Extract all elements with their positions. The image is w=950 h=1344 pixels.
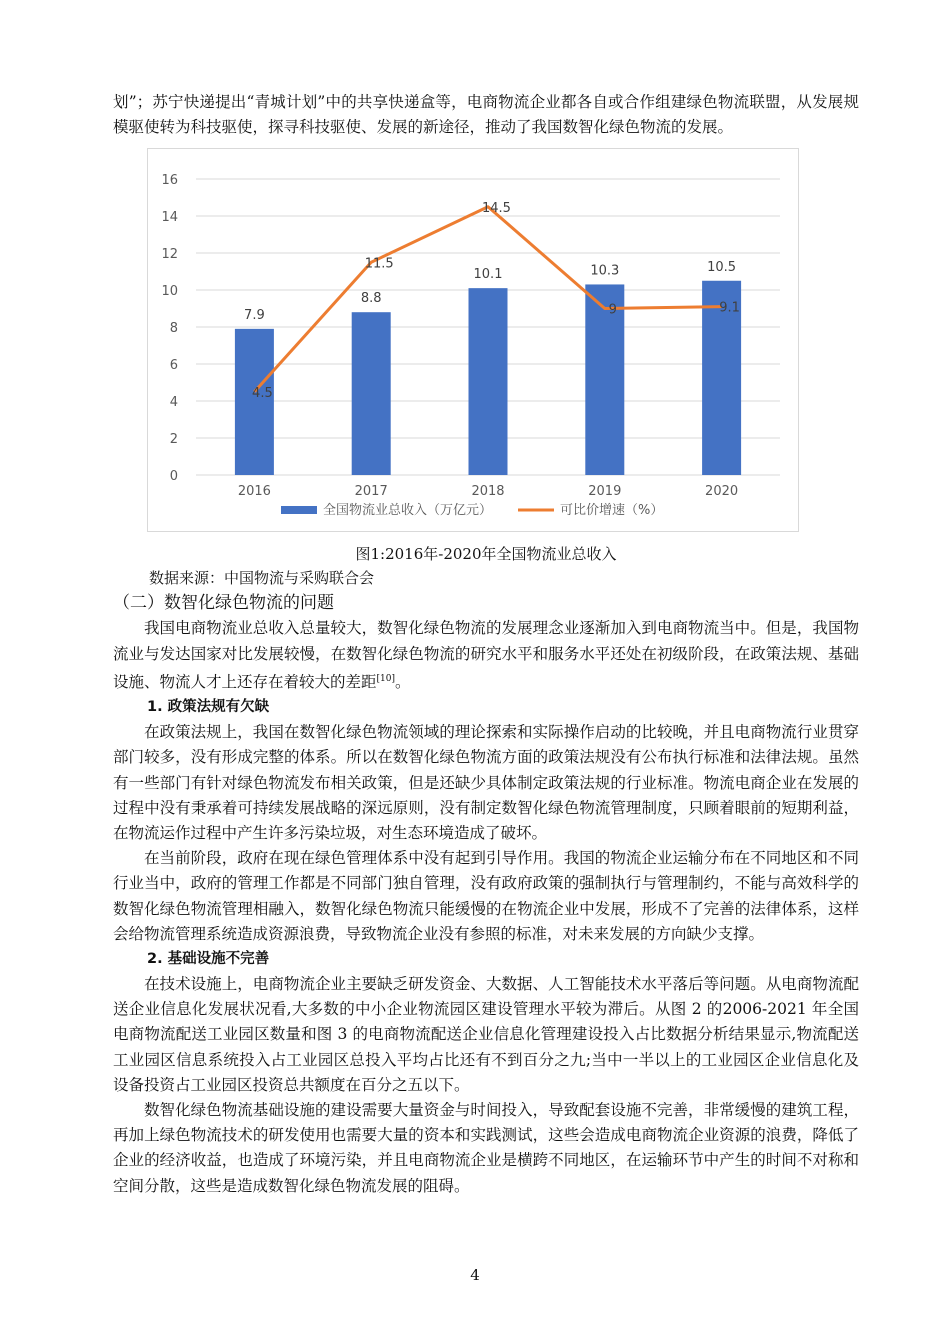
legend-line-label: 可比价增速（%）	[560, 503, 664, 519]
bar-data-label: 10.1	[473, 267, 503, 283]
bar	[235, 329, 274, 475]
line-data-label: 14.5	[482, 201, 511, 217]
y-tick-label: 0	[169, 469, 178, 485]
y-tick-label: 2	[169, 432, 178, 448]
infrastructure-paragraph-2: 数智化绿色物流基础设施的建设需要大量资金与时间投入，导致配套设施不完善，非常缓慢的建筑工程，再加上绿色物流技术的研发使用也需要大量的资本和实践测试，这些会造成电商物流企业资源的浪费，降低了企业的经济收益，也造成了环境污染，并且电商物流企业是横跨不同地区，在运输环节中产生的时间不对称和空间分散，这些是造成数智化绿色物流发展的阻碍。	[113, 1101, 859, 1195]
section-heading: （二）数智化绿色物流的问题	[113, 593, 334, 614]
line-data-label: 11.5	[364, 256, 394, 272]
y-tick-label: 6	[169, 358, 178, 374]
subsection-heading-infrastructure: 2. 基础设施不完善	[147, 951, 270, 967]
infrastructure-paragraph-1: 在技术设施上，电商物流企业主要缺乏研发资金、大数据、人工智能技术水平落后等问题。从电商物流配送企业信息化发展状况看,大多数的中小企业物流园区建设管理水平较为滞后。从图 2 的2006-2021 年全国电商物流配送工业园区数量和图 3 的电商物流配送企业信息化管理建设投入占比数据分析结果显示,物流配送工业园区信息系统投入占工业园区总投入平均占比还有不到百分之九;当中一半以上的工业园区企业信息化及设备投资占工业园区投资总共额度在百分之五以下。	[113, 975, 859, 1094]
x-tick-label: 2020	[705, 484, 739, 500]
section-paragraph	[113, 616, 859, 695]
y-tick-label: 12	[161, 247, 178, 263]
y-tick-label: 16	[161, 173, 178, 189]
intro-paragraph: 划”；苏宁快递提出“青城计划”中的共享快递盒等，电商物流企业都各自或合作组建绿色物流联盟，从发展规模驱使转为科技驱使，探寻科技驱使、发展的新途径，推动了我国数智化绿色物流的发展。	[113, 93, 859, 137]
x-tick-label: 2019	[588, 484, 622, 500]
policy-paragraph-2: 在当前阶段，政府在现在绿色管理体系中没有起到引导作用。我国的物流企业运输分布在不同地区和不同行业当中，政府的管理工作都是不同部门独自管理，没有政府政策的强制执行与管理制约，不能与高效科学的数智化绿色物流管理相融入，数智化绿色物流只能缓慢的在物流企业中发展，形成不了完善的法律体系，这样会给物流管理系统造成资源浪费，导致物流企业没有参照的标准，对未来发展的方向缺少支撑。	[113, 849, 859, 943]
y-tick-label: 10	[161, 284, 178, 300]
figure-caption: 图1:2016年-2020年全国物流业总收入	[355, 545, 617, 564]
policy-paragraph-1: 在政策法规上，我国在数智化绿色物流领域的理论探索和实际操作启动的比较晚，并且电商物流行业贯穿部门较多，没有形成完整的体系。所以在数智化绿色物流方面的政策法规没有公布执行标准和法律法规。虽然有一些部门有针对绿色物流发布相关政策，但是还缺少具体制定政策法规的行业标准。物流电商企业在发展的过程中没有秉承着可持续发展战略的深远原则，没有制定数智化绿色物流管理制度，只顾着眼前的短期利益，在物流运作过程中产生许多污染垃圾，对生态环境造成了破坏。	[113, 723, 859, 842]
bar	[469, 289, 508, 476]
x-tick-label: 2018	[471, 484, 505, 500]
data-source: 数据来源：中国物流与采购联合会	[149, 569, 375, 588]
bar-data-label: 7.9	[244, 308, 265, 324]
section-paragraph-end: 。	[395, 672, 411, 691]
revenue-chart	[148, 149, 798, 531]
y-tick-label: 14	[161, 210, 178, 226]
bar-data-label: 8.8	[360, 291, 382, 307]
reference-marker: [10]	[376, 673, 395, 684]
chart-figure	[147, 148, 799, 532]
line-data-label: 9	[608, 302, 617, 318]
line-data-label: 4.5	[252, 386, 273, 402]
legend-bar-label: 全国物流业总收入（万亿元）	[323, 503, 493, 519]
x-tick-label: 2016	[237, 484, 271, 500]
x-tick-label: 2017	[354, 484, 388, 500]
line-data-label: 9.1	[719, 301, 740, 317]
legend-bar-swatch	[281, 506, 317, 514]
y-tick-label: 8	[169, 321, 178, 337]
bar	[352, 313, 391, 476]
bar-data-label: 10.5	[707, 260, 737, 276]
section-paragraph-text: 我国电商物流业总收入总量较大，数智化绿色物流的发展理念业逐渐加入到电商物流当中。但是，我国物流业与发达国家对比发展较慢，在数智化绿色物流的研究水平和服务水平还处在初级阶段，在政策法规、基础设施、物流人才上还存在着较大的差距	[113, 619, 859, 691]
page-body	[113, 90, 859, 1199]
subsection-heading-policy: 1. 政策法规有欠缺	[147, 699, 270, 716]
page-number: 4	[470, 1266, 480, 1284]
bar	[585, 285, 624, 476]
y-tick-label: 4	[169, 395, 178, 411]
bar-data-label: 10.3	[590, 263, 620, 279]
